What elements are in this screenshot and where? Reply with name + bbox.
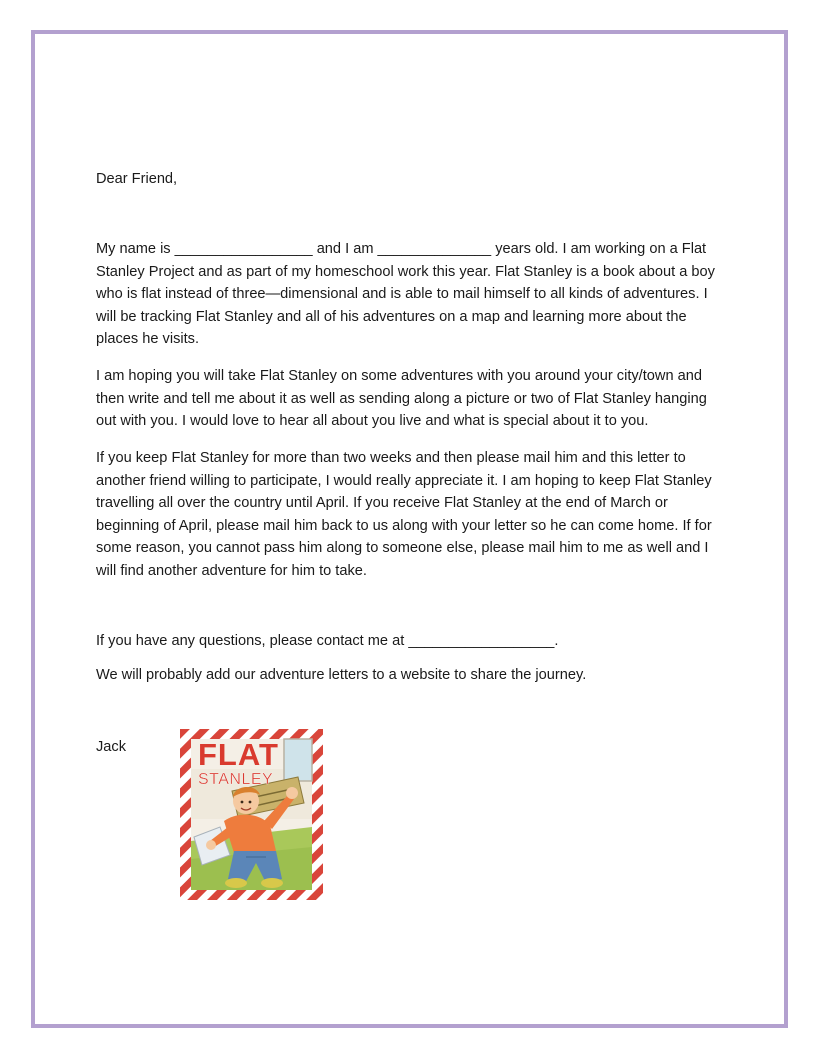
paragraph-instructions: If you keep Flat Stanley for more than two weeks and then please mail him and this letter to another friend willing to participate, I would really appreciate it. I am hoping to keep Flat Stanley travelling all over the country until April. If you receive Flat Stanley at the end of March or beginning of April, please mail him back to us along with your letter so he can come home. If for some reason, you cannot pass him along to someone else, please mail him to me as well and I will find another adventure for him to take. bbox=[96, 450, 712, 579]
paragraph-request: I am hoping you will take Flat Stanley on some adventures with you around your city/town and then write and tell me about it as well as sending along a picture or two of Flat Stanley hanging out with you. I would love to hear all about you live and what is special about it to you. bbox=[96, 368, 707, 430]
signature: Jack bbox=[96, 739, 127, 755]
cover-title-stanley: STANLEY bbox=[198, 771, 274, 788]
paragraph-introduction: My name is _________________ and I am ______________ years old. I am working on a Flat Stanley Project and as part of my homeschool work this year. Flat Stanley is a book about a boy who is flat instead of three—dimensional and is able to mail himself to all kinds of adventures. I will be tracking Flat Stanley and all of his adventures on a map and learning more about the places he visits. bbox=[96, 241, 715, 348]
flat-stanley-book-cover bbox=[180, 729, 323, 900]
greeting: Dear Friend, bbox=[96, 171, 178, 187]
paragraph-contact: If you have any questions, please contact me at __________________. bbox=[96, 633, 559, 649]
paragraph-website: We will probably add our adventure letters to a website to share the journey. bbox=[96, 667, 587, 683]
cover-title-flat: FLAT bbox=[198, 737, 279, 772]
